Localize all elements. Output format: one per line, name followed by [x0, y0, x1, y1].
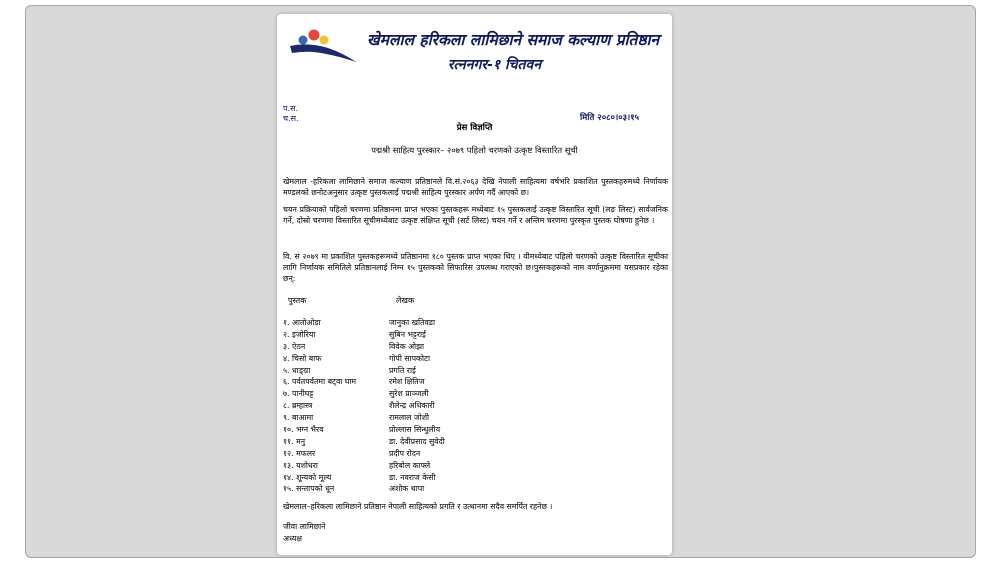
book-list-item — [283, 460, 563, 472]
book-title: १५. सन्तापको धून — [283, 484, 335, 494]
press-release-heading: प्रेस विज्ञप्ति — [456, 123, 493, 133]
paragraph-process: चयन प्रक्रियाको पहिलो चरणमा प्रतिष्ठानमा प्राप्त भएका पुस्तकहरू मध्येबाट १५ पुस्तकलाई उत्कृष्ट विस्तारित सूची (लङ लिस्ट) सार्वजनिक गर्ने, दोस्रो चरणमा विस्तारित सूचीमध्येबाट उत्कृष्ट संक्षिप्त सूची (सर्ट लिस्ट) चयन गर्ने र अन्तिम चरणमा पुरस्कृत पुस्तक घोषणा हुनेछ । — [283, 205, 668, 225]
book-list-item — [283, 400, 563, 412]
book-list-item — [283, 388, 563, 400]
paragraph-longlist: वि. सं २०७९ मा प्रकाशित पुस्तकहरूमध्ये प्रतिष्ठानमा १८० पुस्तक प्राप्त भएका थिए । यीमध्येबाट पहिलो चरणको उत्कृष्ट विस्तारित सूचीका लागि निर्णायक समितिले प्रतिष्ठानलाई निम्न १५ पुस्तकको सिफारिस उपलब्ध गराएको छ।पुस्तकहरूको नाम वर्णानुक्रममा यसप्रकार रहेका छन्: — [283, 252, 668, 283]
book-author: रामलाल जोशी — [389, 413, 430, 423]
signatory-name: जीवा लामिछाने — [283, 522, 326, 531]
organization-address: रत्ननगर-१ चितवन — [447, 57, 542, 73]
book-list-item — [283, 353, 563, 365]
book-list-item — [283, 412, 563, 424]
book-title: ८. ब्रम्हास्त्र — [283, 401, 313, 411]
book-title: ७. पानीघट्ट — [283, 389, 314, 399]
book-list-item — [283, 341, 563, 353]
book-author: जानुका खतिवडा — [389, 318, 435, 327]
book-author: सुबिन भट्टराई — [389, 329, 426, 339]
cs-label: च.स. — [283, 114, 299, 123]
signatory-title: अध्यक्ष — [283, 534, 303, 543]
book-title: १०. भग्न भैरव — [283, 425, 324, 435]
book-list-item — [283, 376, 563, 388]
document-viewer[interactable] — [25, 5, 976, 558]
book-list-item — [283, 483, 563, 495]
book-list-item — [283, 436, 563, 448]
book-list-item — [283, 365, 563, 377]
book-title: ५. धाङ्ग्रा — [283, 365, 311, 375]
book-author: डा. नवराज केसी — [389, 472, 436, 482]
book-author: प्रोल्लास सिन्धुलीय — [389, 425, 441, 435]
closing-statement: खेमलाल–हरिकला लामिछाने प्रतिष्ठान नेपाली साहित्यको प्रगति र उत्थानमा सदैव समर्पित रहनेछ । — [283, 502, 553, 511]
book-author: गोपी सापकोटा — [389, 353, 431, 363]
document-page — [277, 14, 672, 555]
document-date: मिति २०८०।०३।१५ — [580, 113, 640, 123]
book-title: ९. बाआमा — [283, 413, 314, 423]
book-title: १२. मफलर — [283, 448, 316, 458]
book-list-item — [283, 472, 563, 484]
book-author: प्रगति राई — [389, 365, 416, 375]
book-author: रमेश क्षितिज — [389, 377, 425, 387]
logo-blue-dot — [299, 36, 308, 45]
organization-name: खेमलाल हरिकला लामिछाने समाज कल्याण प्रतिष्ठान — [367, 31, 660, 49]
book-author: सुरेश प्राञ्जली — [389, 389, 429, 399]
book-title: १४. शून्यको मूल्य — [283, 472, 332, 482]
book-title: १३. यशोधरा — [283, 460, 318, 470]
book-author: प्रदीप रोदन — [389, 448, 421, 458]
book-list-item — [283, 317, 563, 329]
book-author: डा. देवीप्रसाद सुवेदी — [389, 436, 445, 446]
press-release-subheading: पद्मश्री साहित्य पुरस्कार– २०७९ पहिलो चरणको उत्कृष्ट विस्तारित सूची — [371, 145, 578, 155]
ps-label: प.स. — [283, 104, 299, 113]
book-author: शैलेन्द्र अधिकारी — [389, 401, 435, 411]
book-list-item — [283, 448, 563, 460]
book-author: विवेक ओझा — [389, 341, 425, 351]
book-list — [283, 317, 563, 495]
book-list-item — [283, 329, 563, 341]
logo-red-dot — [309, 30, 320, 41]
book-author: अशोक थापा — [389, 484, 425, 494]
book-title: २. इजोरिया — [283, 329, 316, 339]
book-title: ३. ऐठन — [283, 341, 306, 351]
book-title: ११. मनु — [283, 436, 306, 446]
book-title: ६. पर्वतपर्वतमा बट्वा घाम — [283, 377, 357, 387]
logo-yellow-dot — [320, 36, 329, 45]
book-list-item — [283, 424, 563, 436]
book-title: ४. चिसो बाफ — [283, 353, 322, 363]
book-author: हरिबोल काफ्ले — [389, 460, 431, 470]
column-header-book: पुस्तक — [288, 296, 307, 305]
column-header-author: लेखक — [396, 296, 415, 305]
book-title: १. आतोओडा — [283, 318, 321, 327]
paragraph-intro: खेमलाल -हरिकला लामिछाने समाज कल्याण प्रतिष्ठानले वि.सं.२०६३ देखि नेपाली साहित्यमा वर्षभरि प्रकाशित पुस्तकहरुमध्ये निर्णायक मण्डलको छनोटअनुसार उत्कृष्ट पुस्तकलाई पद्मश्री साहित्य पुरस्कार अर्पण गर्दै आएको छ। — [283, 177, 668, 197]
